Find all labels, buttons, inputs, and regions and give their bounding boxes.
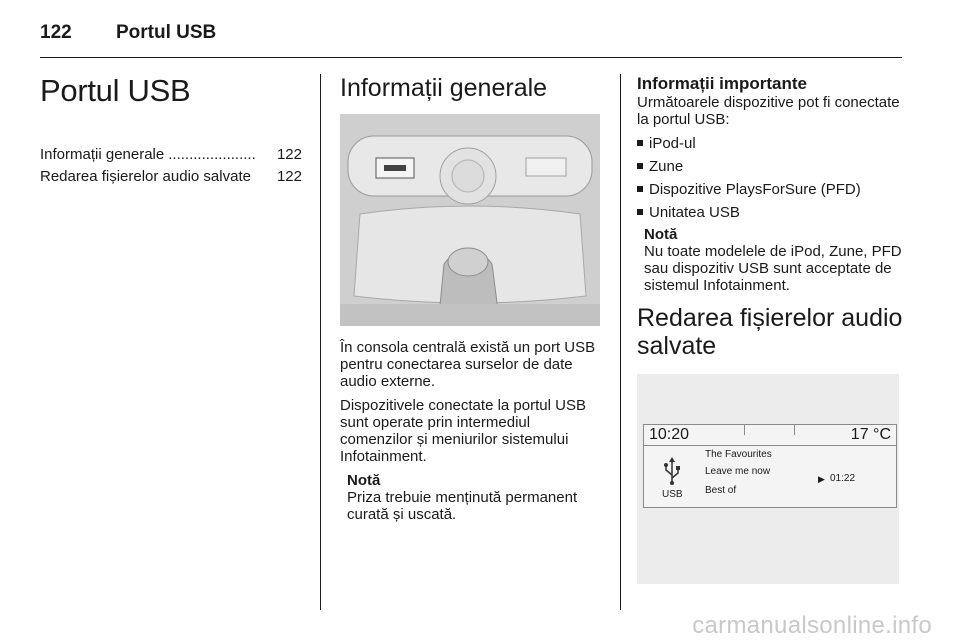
note-box (644, 226, 903, 294)
toc-entry-label: Informații generale (40, 146, 165, 163)
usb-port-photo (340, 114, 600, 326)
list-item: Unitatea USB (637, 201, 903, 224)
table-of-contents (40, 144, 302, 188)
toc-entry-label: Redarea fișierelor audio salvate (40, 168, 251, 185)
toc-entry[interactable] (40, 166, 302, 188)
divider (794, 425, 795, 435)
section-heading: Informații importante (637, 74, 808, 93)
toc-entry-page: 122 (276, 168, 302, 185)
column-divider (320, 74, 321, 610)
toc-entry[interactable] (40, 144, 302, 166)
track-item[interactable]: Best of (705, 485, 737, 496)
page-header (40, 22, 217, 44)
column-divider (620, 74, 621, 610)
column-general-info (340, 74, 606, 523)
chapter-title: Portul USB (40, 73, 191, 108)
watermark: carmanualsonline.info (692, 612, 932, 639)
elapsed-time: 01:22 (830, 473, 856, 484)
note-box (347, 472, 606, 523)
paragraph: Următoarele dispozitive pot fi conectate la portul USB: (637, 94, 900, 128)
note-text: Nu toate modelele de iPod, Zune, PFD sau dispozitiv USB sunt acceptate de sistemul Infotainment. (644, 243, 902, 294)
device-list (637, 132, 903, 224)
note-label: Notă (347, 472, 381, 489)
infotainment-screenshot (637, 374, 899, 584)
list-item: Dispozitive PlaysForSure (PFD) (637, 178, 903, 201)
page-number: 122 (40, 22, 72, 43)
header-rule (40, 57, 902, 58)
play-icon: ▶ (818, 474, 825, 484)
clock: 10:20 (649, 426, 690, 443)
usb-icon (664, 457, 680, 485)
note-text: Priza trebuie menținută permanent curată și uscată. (347, 489, 578, 523)
source-label: USB (662, 489, 683, 500)
temperature: 17 °C (850, 426, 891, 443)
infotainment-display (643, 424, 897, 508)
paragraph: Dispozitivele conectate la portul USB sunt operate prin intermediul comenzilor și meniurilor sistemului Infotainment. (340, 397, 586, 465)
track-item[interactable]: The Favourites (705, 449, 772, 460)
list-item: iPod-ul (637, 132, 903, 155)
toc-leader-dots: ..................... (168, 146, 256, 163)
header-section-title: Portul USB (116, 22, 217, 43)
toc-entry-page: 122 (276, 146, 302, 163)
section-heading: Redarea fișierelor audio salvate (637, 304, 903, 360)
note-label: Notă (644, 226, 678, 243)
track-item[interactable]: Leave me now (705, 466, 771, 477)
divider (744, 425, 745, 435)
paragraph: În consola centrală există un port USB pentru conectarea surselor de date audio externe. (340, 339, 596, 390)
list-item: Zune (637, 155, 903, 178)
column-important-info (637, 74, 903, 584)
column-toc (40, 74, 302, 188)
status-bar (644, 425, 896, 446)
toc-leader-dots (251, 166, 268, 188)
section-heading: Informații generale (340, 74, 548, 102)
